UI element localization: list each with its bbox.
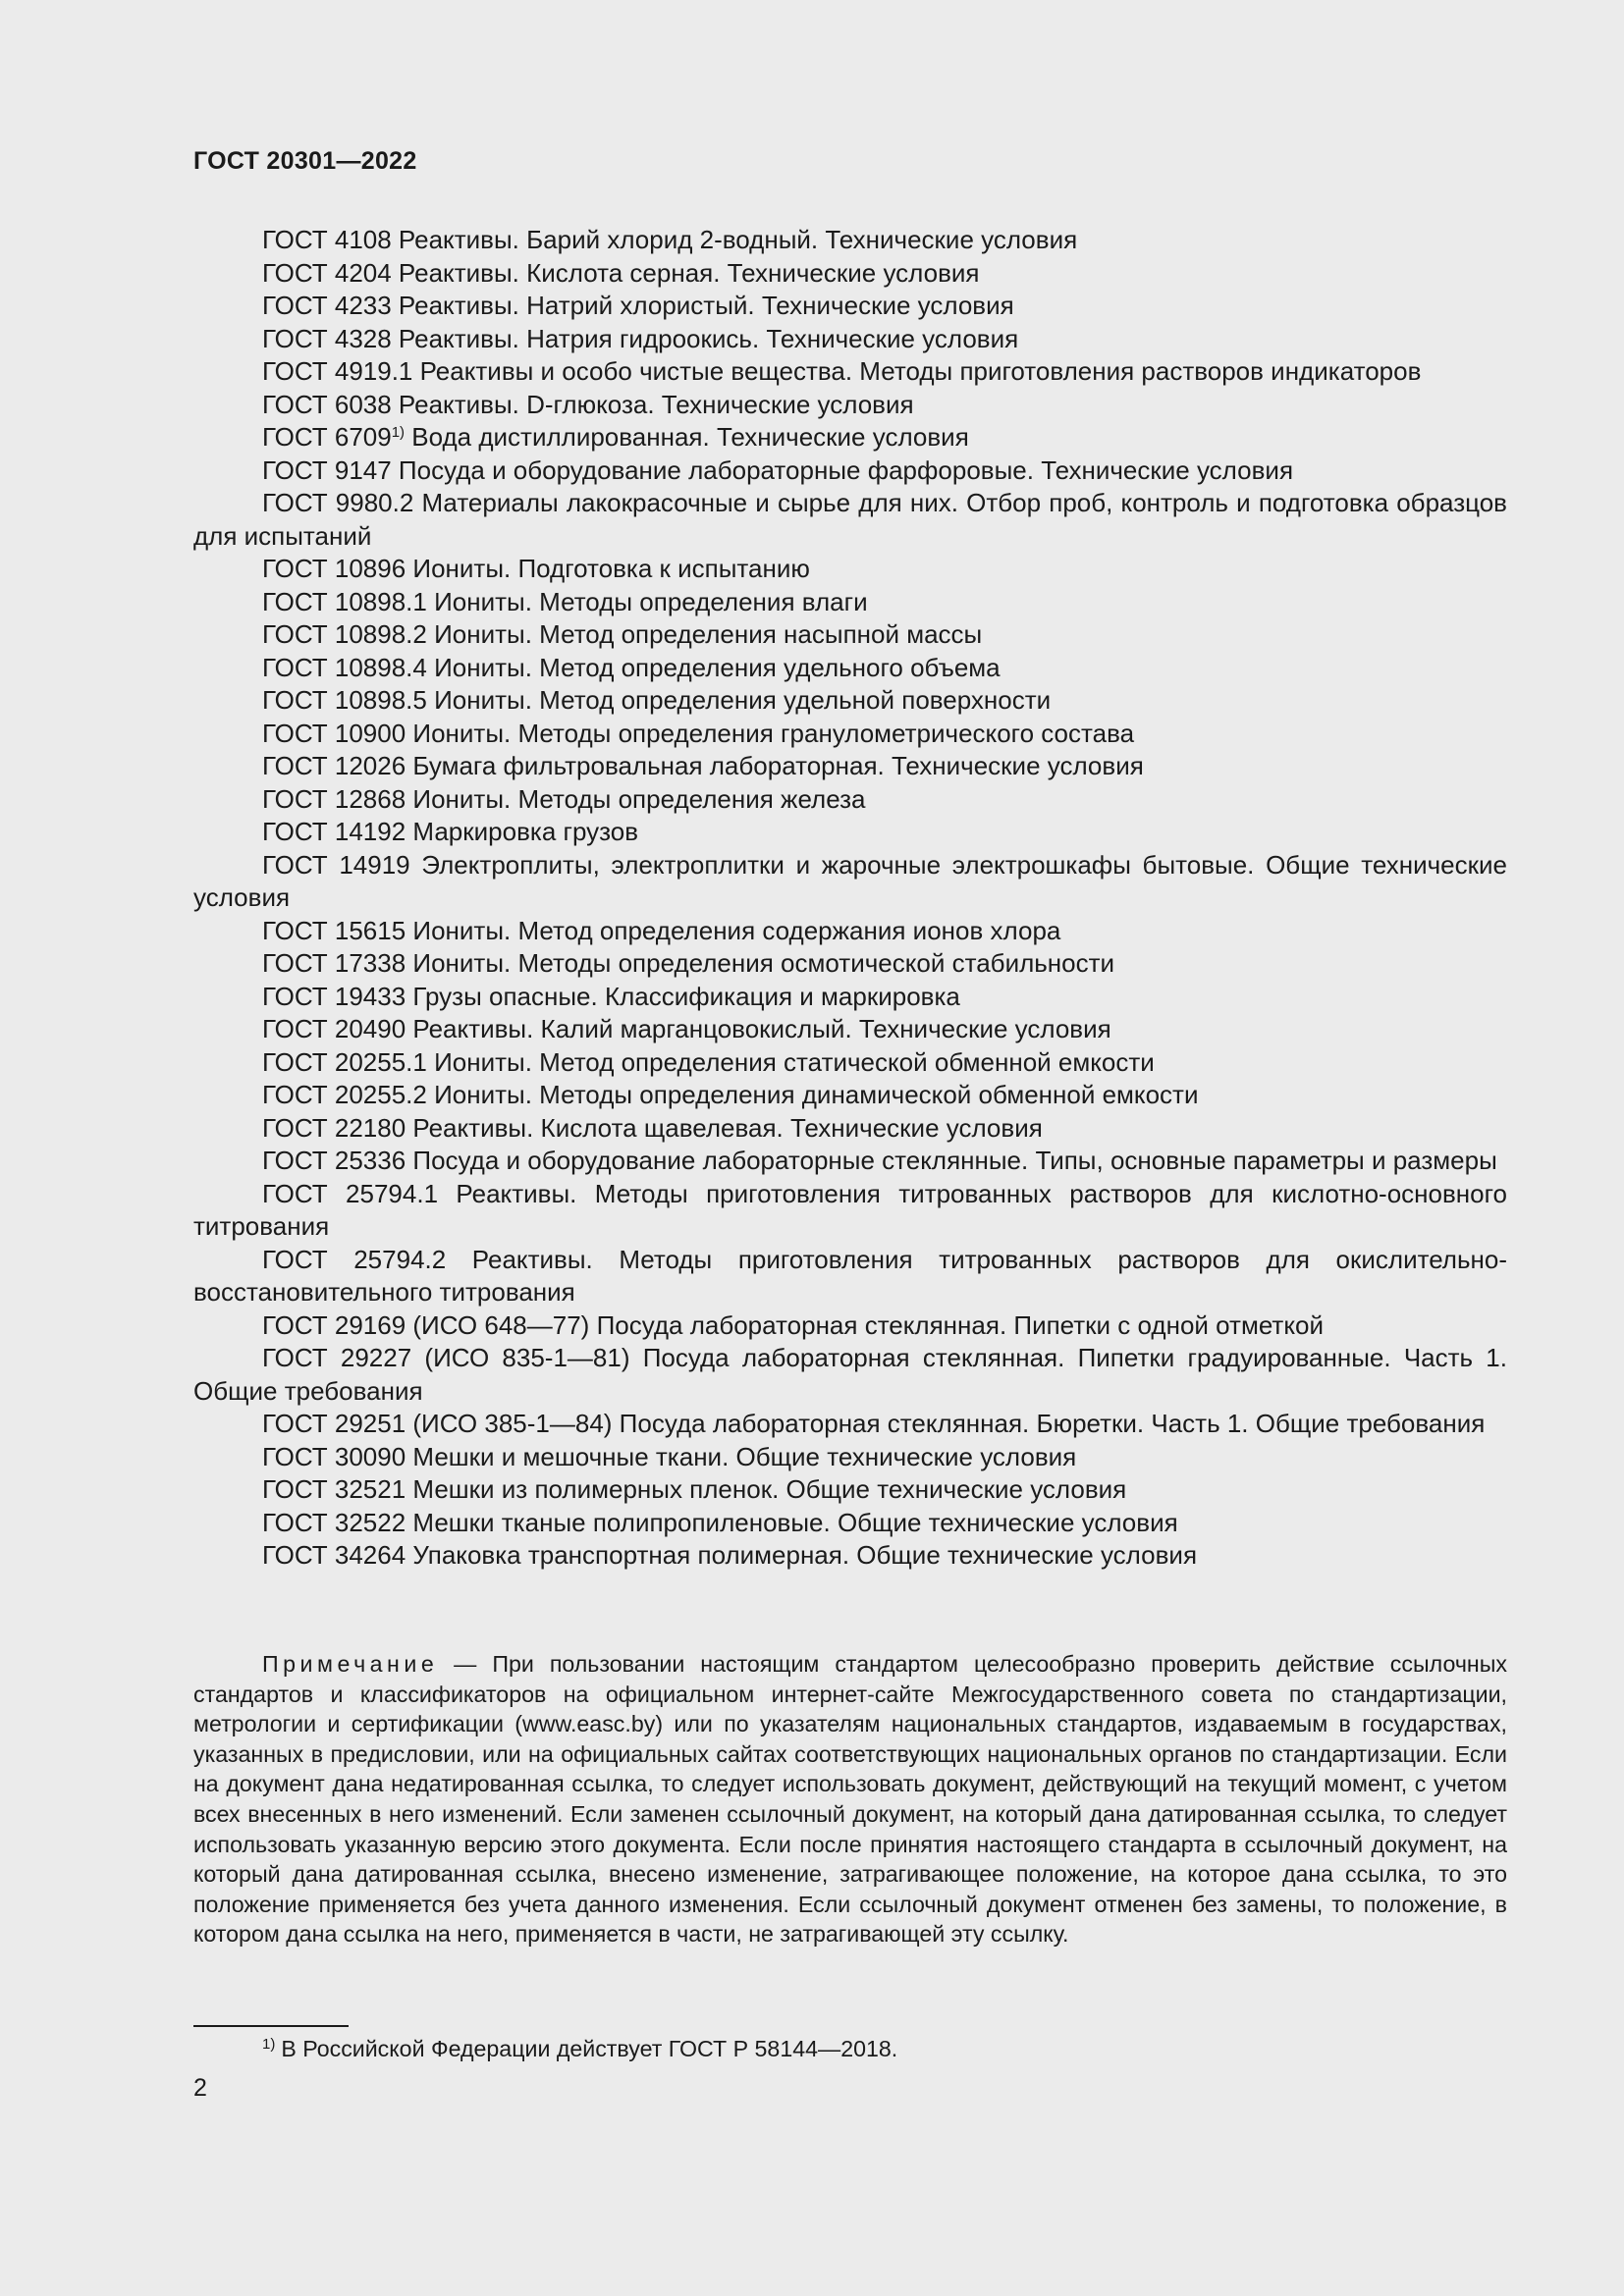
reference-item: ГОСТ 4233 Реактивы. Натрий хлористый. Технические условия (262, 291, 1014, 320)
reference-item: ГОСТ 6038 Реактивы. D-глюкоза. Технические условия (262, 389, 914, 419)
reference-item: ГОСТ 32521 Мешки из полимерных пленок. Общие технические условия (262, 1474, 1127, 1504)
footnote-marker: 1) (391, 424, 406, 441)
reference-item: ГОСТ 20255.1 Иониты. Метод определения статической обменной емкости (262, 1046, 1155, 1077)
reference-item: ГОСТ 10898.2 Иониты. Метод определения насыпной массы (262, 619, 983, 649)
reference-title: Вода дистиллированная. Технические условия (405, 422, 969, 452)
reference-item: ГОСТ 9147 Посуда и оборудование лабораторные фарфоровые. Технические условия (262, 454, 1294, 485)
reference-item: ГОСТ 34264 Упаковка транспортная полимерная. Общие технические условия (262, 1540, 1198, 1570)
reference-item (193, 421, 1507, 454)
reference-item: ГОСТ 12026 Бумага фильтровальная лабораторная. Технические условия (262, 751, 1144, 780)
reference-item: ГОСТ 4204 Реактивы. Кислота серная. Технические условия (262, 257, 980, 288)
reference-item: ГОСТ 20490 Реактивы. Калий марганцовокислый. Технические условия (262, 1014, 1111, 1043)
normative-references-list (193, 224, 1507, 1573)
reference-item: ГОСТ 4108 Реактивы. Барий хлорид 2-водный. Технические условия (262, 225, 1078, 254)
reference-item: ГОСТ 19433 Грузы опасные. Классификация и маркировка (262, 981, 960, 1011)
reference-item: ГОСТ 4919.1 Реактивы и особо чистые вещества. Методы приготовления растворов индикаторов (262, 356, 1422, 386)
reference-item: ГОСТ 29251 (ИСО 385-1—84) Посуда лабораторная стеклянная. Бюретки. Часть 1. Общие требования (262, 1409, 1486, 1438)
reference-item: ГОСТ 15615 Иониты. Метод определения содержания ионов хлора (262, 915, 1061, 945)
reference-item: ГОСТ 32522 Мешки тканые полипропиленовые. Общие технические условия (262, 1507, 1178, 1537)
reference-item: ГОСТ 10896 Иониты. Подготовка к испытанию (262, 554, 810, 583)
reference-item: ГОСТ 20255.2 Иониты. Методы определения динамической обменной емкости (262, 1080, 1199, 1109)
document-header: ГОСТ 20301—2022 (193, 147, 417, 175)
reference-item: ГОСТ 29227 (ИСО 835-1—81) Посуда лабораторная стеклянная. Пипетки градуированные. Часть 1. Общие требования (193, 1343, 1507, 1406)
reference-item: ГОСТ 10898.1 Иониты. Методы определения влаги (262, 586, 868, 616)
reference-code: ГОСТ 6709 (262, 422, 392, 452)
reference-item: ГОСТ 25794.1 Реактивы. Методы приготовления титрованных растворов для кислотно-основного титрования (193, 1178, 1507, 1241)
reference-item: ГОСТ 10898.5 Иониты. Метод определения удельной поверхности (262, 685, 1052, 715)
reference-item: ГОСТ 22180 Реактивы. Кислота щавелевая. Технические условия (262, 1112, 1043, 1143)
reference-item: ГОСТ 10898.4 Иониты. Метод определения удельного объема (262, 652, 1001, 682)
footnote-text: В Российской Федерации действует ГОСТ Р 58144—2018. (281, 2036, 898, 2061)
reference-item: ГОСТ 17338 Иониты. Методы определения осмотической стабильности (262, 948, 1115, 978)
reference-item: ГОСТ 4328 Реактивы. Натрия гидроокись. Технические условия (262, 323, 1019, 353)
footnote (262, 2034, 897, 2063)
note-body: — При пользовании настоящим стандартом целесообразно проверить действие ссылочных стандартов и классификаторов на официальном интернет-сайте Межгосударственного совета по стандартизации, метрологии и сертификации (www.easc.by) или по указателям национальных стандартов, издаваемым в государствах, указанных в предисловии, или на официальных сайтах соответствующих национальных органов по стандартизации. Если на документ дана недатированная ссылка, то следует использовать документ, действующий на текущий момент, с учетом всех внесенных в него изменений. Если заменен ссылочный документ, на который дана датированная ссылка, то следует использовать указанную версию этого документа. Если после принятия настоящего стандарта в ссылочный документ, на который дана датированная ссылка, внесено изменение, затрагивающее положение, на которое дана ссылка, то это положение применяется без учета данного изменения. Если ссылочный документ отменен без замены, то положение, в котором дана ссылка на него, применяется в части, не затрагивающей эту ссылку. (193, 1651, 1507, 1948)
page-number: 2 (193, 2074, 207, 2102)
footnote-separator (193, 2025, 349, 2027)
reference-item: ГОСТ 25794.2 Реактивы. Методы приготовления титрованных растворов для окислительно-восстановительного титрования (193, 1244, 1507, 1307)
reference-item: ГОСТ 9980.2 Материалы лакокрасочные и сырье для них. Отбор проб, контроль и подготовка образцов для испытаний (193, 488, 1507, 551)
footnote-marker: 1) (262, 2036, 276, 2053)
reference-item: ГОСТ 10900 Иониты. Методы определения гранулометрического состава (262, 718, 1135, 748)
note-paragraph (193, 1649, 1507, 1949)
reference-item: ГОСТ 30090 Мешки и мешочные ткани. Общие технические условия (262, 1441, 1077, 1471)
reference-item: ГОСТ 25336 Посуда и оборудование лабораторные стеклянные. Типы, основные параметры и размеры (262, 1146, 1497, 1175)
reference-item: ГОСТ 14919 Электроплиты, электроплитки и жарочные электрошкафы бытовые. Общие технические условия (193, 849, 1507, 912)
reference-item: ГОСТ 12868 Иониты. Методы определения железа (262, 783, 866, 814)
note-label: Примечание (262, 1651, 439, 1677)
reference-item: ГОСТ 14192 Маркировка грузов (262, 817, 639, 846)
reference-item: ГОСТ 29169 (ИСО 648—77) Посуда лабораторная стеклянная. Пипетки с одной отметкой (262, 1309, 1324, 1340)
